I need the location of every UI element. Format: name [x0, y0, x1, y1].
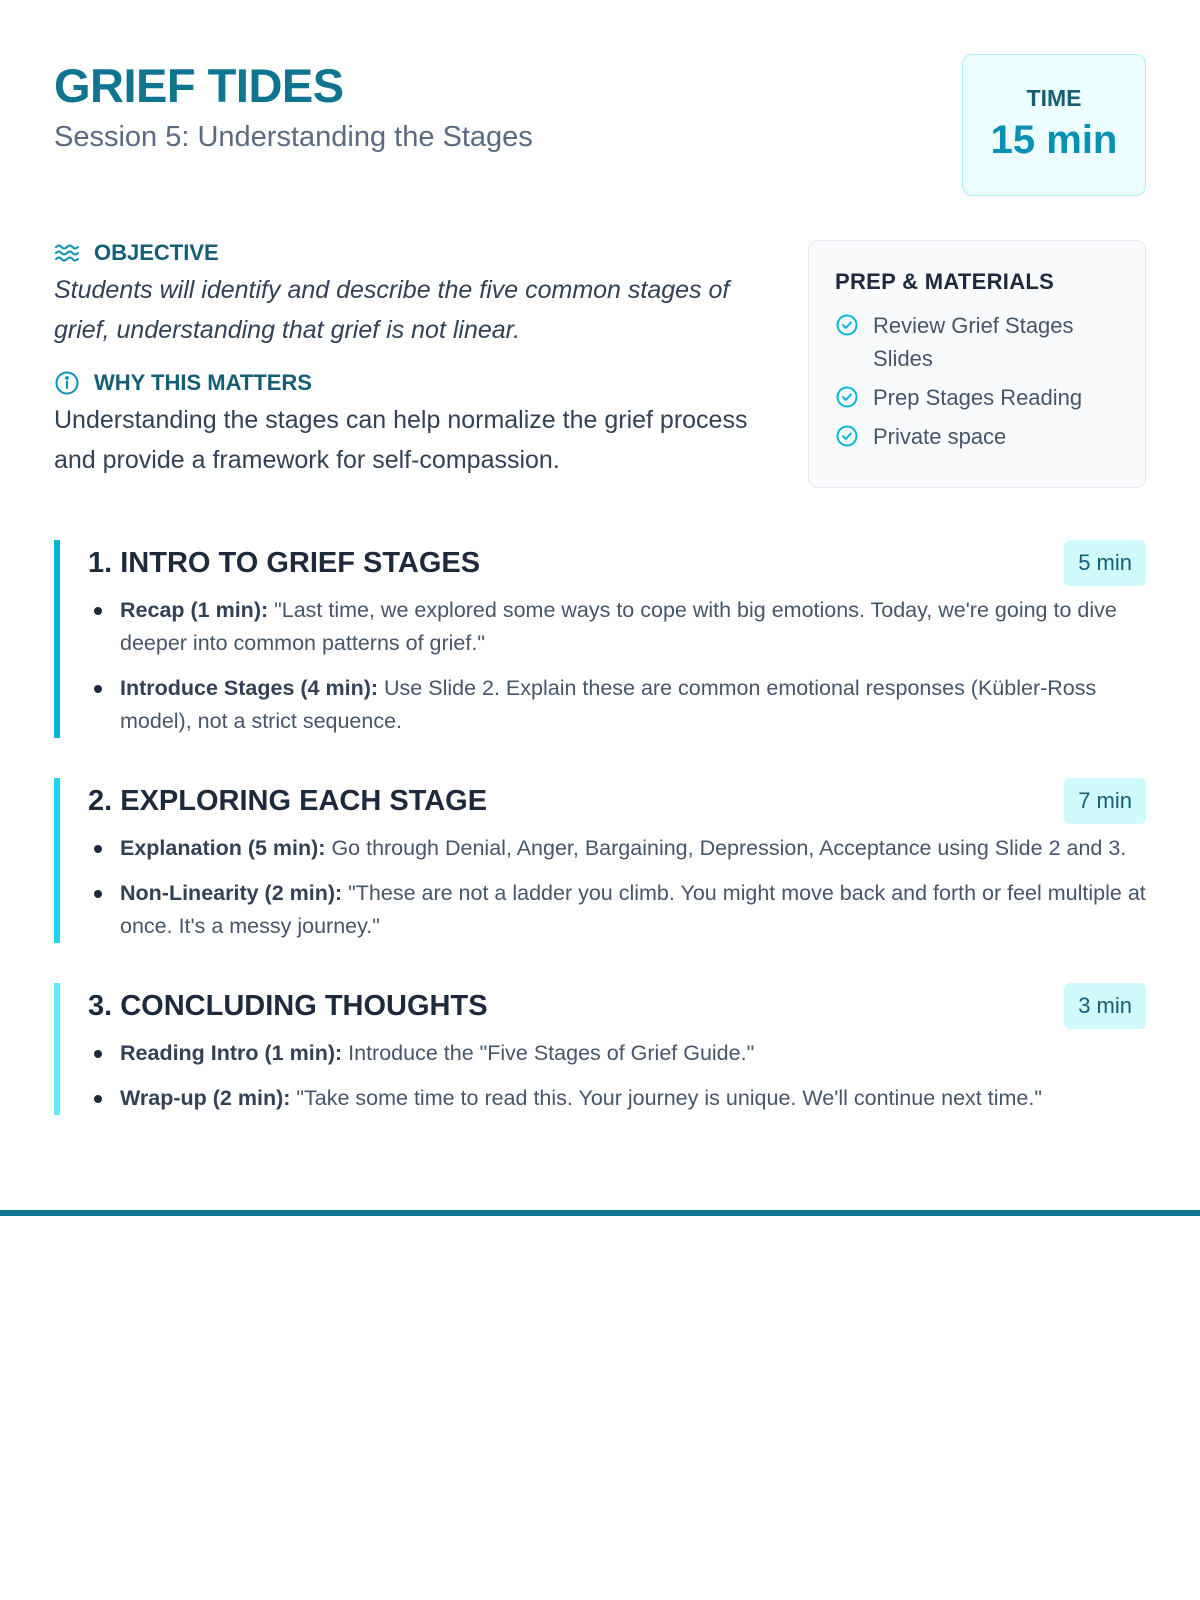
- prep-item-label: Prep Stages Reading: [873, 385, 1083, 410]
- prep-item-label: Review Grief Stages Slides: [873, 313, 1074, 371]
- header: [54, 54, 1146, 204]
- why-text: Understanding the stages can help normalize the grief process and provide a framework for self-compassion.: [54, 406, 748, 474]
- bullet-dot: [94, 1050, 102, 1058]
- step-label: Explanation (5 min):: [120, 836, 326, 860]
- bullet-dot: [94, 845, 102, 853]
- bullet-dot: [94, 685, 102, 693]
- step-text: "Last time, we explored some ways to cope with big emotions. Today, we're going to dive deeper into common patterns of grief.": [120, 598, 1117, 655]
- step-text: Use Slide 2. Explain these are common emotional responses (Kübler-Ross model), not a strict sequence.: [120, 676, 1097, 733]
- section-accent-bar: [54, 540, 60, 738]
- session-subtitle: Session 5: Understanding the Stages: [54, 121, 533, 153]
- step-label: Reading Intro (1 min):: [120, 1041, 343, 1065]
- agenda: [54, 540, 1146, 1115]
- bullet-dot: [94, 890, 102, 898]
- section-header: [88, 540, 1146, 586]
- duration-badge: 5 min: [1064, 540, 1146, 586]
- duration-badge: 3 min: [1064, 983, 1146, 1029]
- prep-item: [835, 309, 1119, 375]
- check-circle-icon: [835, 385, 859, 409]
- list-item: [88, 832, 1146, 865]
- info-area: [54, 240, 1146, 540]
- step-list: [88, 594, 1146, 738]
- section-accent-bar: [54, 983, 60, 1115]
- step-text: "Take some time to read this. Your journey is unique. We'll continue next time.": [290, 1086, 1042, 1110]
- time-value: 15 min: [990, 118, 1118, 162]
- list-item: [88, 672, 1146, 738]
- step-text: "These are not a ladder you climb. You might move back and forth or feel multiple at once. It's a messy journey.": [120, 881, 1146, 938]
- prep-item-label: Private space: [873, 424, 1007, 449]
- agenda-section-concluding: [54, 983, 1146, 1115]
- agenda-section-intro: [54, 540, 1146, 738]
- objective-text: Students will identify and describe the five common stages of grief, understanding that grief is not linear.: [54, 276, 730, 344]
- objective-panel: [54, 240, 774, 480]
- bullet-dot: [94, 607, 102, 615]
- page-title: GRIEF TIDES: [54, 59, 344, 112]
- list-item: [88, 877, 1146, 943]
- step-list: [88, 1037, 1146, 1115]
- section-title: 2. EXPLORING EACH STAGE: [88, 785, 488, 817]
- check-circle-icon: [835, 313, 859, 337]
- info-icon: [54, 370, 80, 396]
- why-section: [54, 370, 774, 480]
- list-item: [88, 594, 1146, 660]
- step-label: Introduce Stages (4 min):: [120, 676, 379, 700]
- waves-icon: [54, 240, 80, 266]
- step-label: Wrap-up (2 min):: [120, 1086, 291, 1110]
- time-label: TIME: [1026, 85, 1082, 111]
- prep-list: [835, 309, 1119, 453]
- duration-badge: 7 min: [1064, 778, 1146, 824]
- prep-item: [835, 381, 1119, 414]
- section-header: [88, 983, 1146, 1029]
- why-heading: [54, 370, 774, 396]
- objective-heading: [54, 240, 774, 266]
- section-title: 1. INTRO TO GRIEF STAGES: [88, 547, 481, 579]
- list-item: [88, 1037, 1146, 1070]
- prep-materials-card: [808, 240, 1146, 488]
- step-text: Introduce the "Five Stages of Grief Guide.": [342, 1041, 755, 1065]
- prep-title: PREP & MATERIALS: [835, 269, 1055, 294]
- bullet-dot: [94, 1095, 102, 1103]
- section-accent-bar: [54, 778, 60, 943]
- section-header: [88, 778, 1146, 824]
- list-item: [88, 1082, 1146, 1115]
- time-box: [962, 54, 1146, 196]
- prep-item: [835, 420, 1119, 453]
- step-text: Go through Denial, Anger, Bargaining, Depression, Acceptance using Slide 2 and 3.: [325, 836, 1127, 860]
- footer-divider: [0, 1210, 1200, 1216]
- step-label: Non-Linearity (2 min):: [120, 881, 343, 905]
- check-circle-icon: [835, 424, 859, 448]
- agenda-section-exploring: [54, 778, 1146, 943]
- why-heading-label: WHY THIS MATTERS: [94, 370, 312, 395]
- objective-heading-label: OBJECTIVE: [94, 240, 219, 265]
- section-title: 3. CONCLUDING THOUGHTS: [88, 990, 488, 1022]
- step-list: [88, 832, 1146, 943]
- step-label: Recap (1 min):: [120, 598, 269, 622]
